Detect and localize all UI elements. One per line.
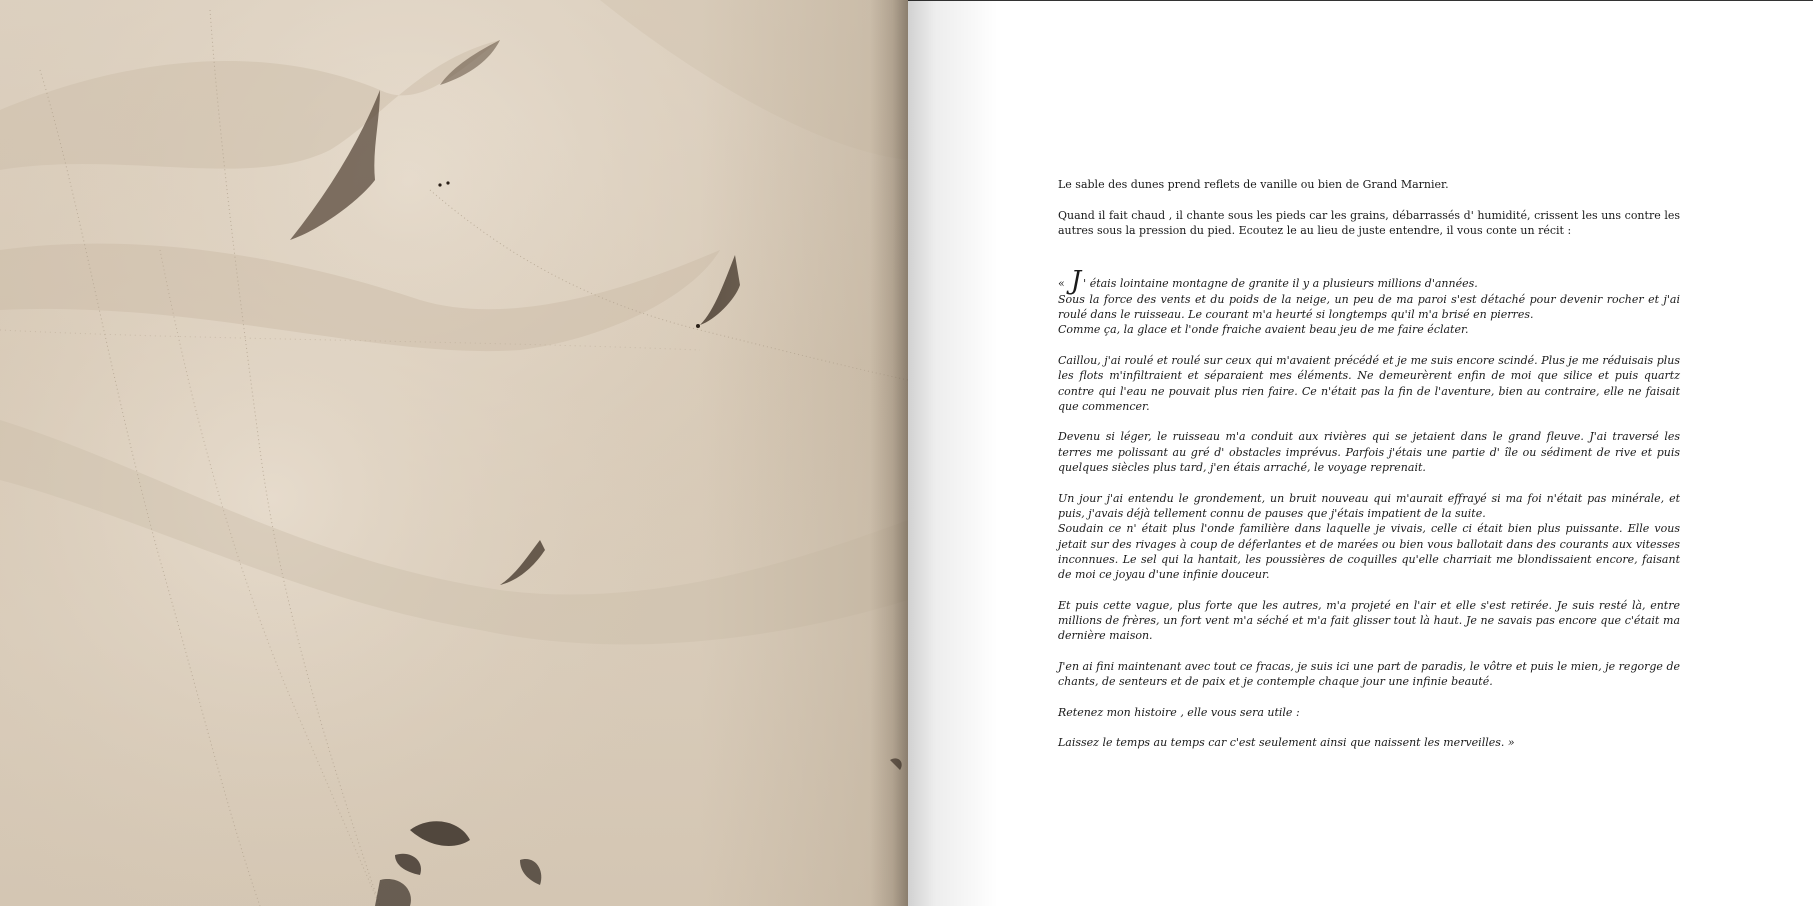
story-paragraph-6: J'en ai fini maintenant avec tout ce fracas, je suis ici une part de paradis, le vôtre et puis le mien, je regorge de chants, de senteurs et de paix et je contemple chaque jour une infinie beauté. [1058,659,1680,689]
story-p4a: Un jour j'ai entendu le grondement, un bruit nouveau qui m'aurait effrayé si ma foi n'était pas minérale, et puis, j'avais déjà tellement connu de pauses que j'étais impatient de la suite. [1058,491,1680,520]
story-p4b: Soudain ce n' était plus l'onde familière dans laquelle je vivais, celle ci était bien plus puissante. Elle vous jetait sur des rivages à coup de déferlantes et de marées ou bien vous ballotait dans des courants aux vitesses inconnues. Le sel qui la hantait, les poussières de coquilles qu'elle charriait me blondissaient encore, faisant de moi ce joyau d'une infinie douceur. [1058,522,1680,582]
story-paragraph-3: Devenu si léger, le ruisseau m'a conduit aux rivières qui se jetaient dans le grand fleuve. J'ai traversé les terres me polissant au gré d' obstacles imprévus. Parfois j'étais une partie d' île ou sédiment de rive et puis quelques siècles plus tard, j'en étais arraché, le voyage reprenait. [1058,430,1680,475]
spacer [1058,253,1680,276]
story-paragraph-1 [1058,266,1680,337]
text-page [908,0,1813,906]
story-first-text: ' étais lointaine montagne de granite il y a plusieurs millions d'années. [1083,277,1478,291]
text-block [1058,177,1680,766]
story-paragraph-5: Et puis cette vague, plus forte que les autres, m'a projeté en l'air et elle s'est retirée. Je suis resté là, entre millions de frères, un fort vent m'a séché et m'a fait glisser tout là haut. Je ne savais pas encore que c'était ma dernière maison. [1058,598,1680,643]
story-p1-rest: Sous la force des vents et du poids de la neige, un peu de ma paroi s'est détaché pour devenir rocher et j'ai roulé dans le ruisseau. Le courant m'a heurté si longtemps qu'il m'a brisé en pierres. [1058,292,1680,322]
story-paragraph-4 [1058,491,1680,583]
story-first-line [1058,266,1680,297]
story-paragraph-2: Caillou, j'ai roulé et roulé sur ceux qui m'avaient précédé et je me suis encore scindé. Plus je me réduisais plus les flots m'infiltraient et séparaient mes éléments. Ne demeurèrent enfin de moi que silice et puis quartz contre qui l'eau ne pouvait plus rien faire. Ce n'était pas la fin de l'aventure, bien au contraire, elle ne faisait que commencer. [1058,353,1680,413]
story-paragraph-8: Laissez le temps au temps car c'est seulement ainsi que naissent les merveilles. » [1058,736,1515,750]
gutter-shadow [870,0,908,906]
story-p1-last: Comme ça, la glace et l'onde fraiche avaient beau jeu de me faire éclater. [1058,323,1469,337]
open-quote: « [1058,277,1065,291]
drop-cap: J [1070,266,1082,297]
intro-line: Le sable des dunes prend reflets de vanille ou bien de Grand Marnier. [1058,178,1449,191]
story-paragraph-7: Retenez mon histoire , elle vous sera utile : [1058,705,1300,719]
page-fold-shadow [908,0,998,906]
intro-paragraph: Quand il fait chaud , il chante sous les pieds car les grains, débarrassés d' humidité, crissent les uns contre les autres sous la pression du pied. Ecoutez le au lieu de juste entendre, il vous conte un récit : [1058,208,1680,237]
page-top-rule [908,0,1813,1]
